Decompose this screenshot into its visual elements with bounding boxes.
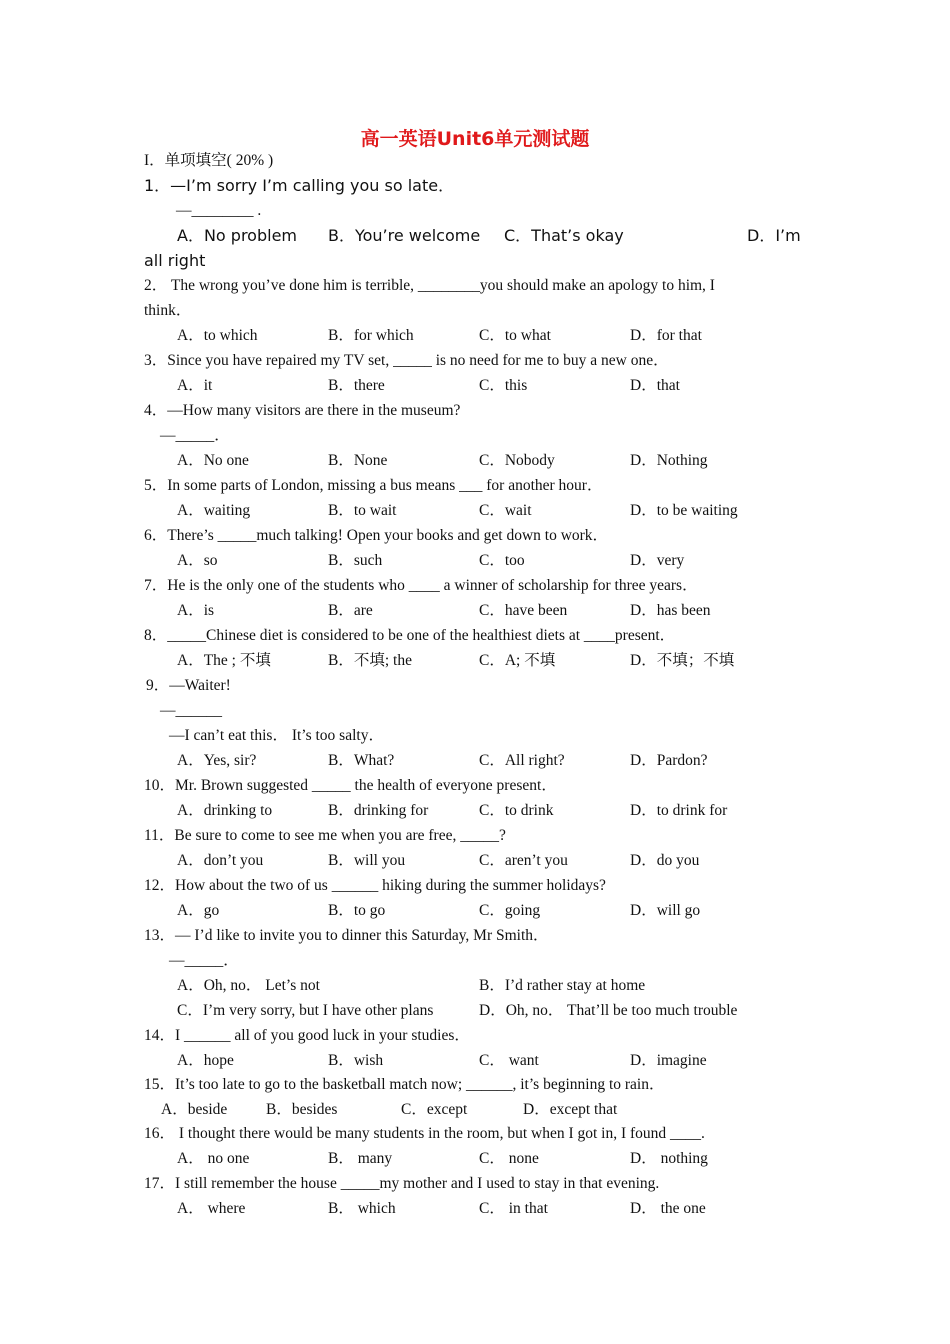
q13-option-a: A．Oh, no． Let’s not bbox=[177, 977, 320, 994]
q1-option-a: A．No problem bbox=[177, 226, 297, 245]
q4-option-c: C．Nobody bbox=[479, 452, 555, 469]
q4-option-a: A．No one bbox=[177, 452, 249, 469]
q10-option-d: D．to drink for bbox=[630, 802, 728, 819]
q8-stem: 8．_____Chinese diet is considered to be one of the healthiest diets at ____present． bbox=[144, 627, 676, 644]
q6-option-c: C．too bbox=[479, 552, 525, 569]
q11-option-d: D．do you bbox=[630, 852, 700, 869]
q3-option-c: C．this bbox=[479, 377, 528, 394]
q11-option-a: A．don’t you bbox=[177, 852, 264, 869]
q4-reply: —_____． bbox=[160, 427, 230, 444]
q6-option-b: B．such bbox=[328, 552, 383, 569]
q8-option-d: D．不填；不填 bbox=[630, 652, 735, 669]
q3-option-a: A．it bbox=[177, 377, 213, 394]
q15-option-d: D．except that bbox=[523, 1101, 618, 1118]
q3-option-d: D．that bbox=[630, 377, 680, 394]
q5-option-b: B．to wait bbox=[328, 502, 397, 519]
q17-option-a: A． where bbox=[177, 1200, 246, 1217]
q5-option-c: C．wait bbox=[479, 502, 532, 519]
q12-option-c: C．going bbox=[479, 902, 541, 919]
q12-option-d: D．will go bbox=[630, 902, 701, 919]
q5-stem: 5．In some parts of London, missing a bus means ___ for another hour． bbox=[144, 477, 603, 494]
q4-option-d: D．Nothing bbox=[630, 452, 708, 469]
q16-option-c: C． none bbox=[479, 1150, 539, 1167]
q9-option-a: A．Yes, sir? bbox=[177, 752, 257, 769]
page-title: 高一英语Unit6单元测试题 bbox=[360, 128, 590, 150]
q15-option-a: A．beside bbox=[161, 1101, 228, 1118]
q7-option-d: D．has been bbox=[630, 602, 711, 619]
q8-option-a: A．The ; 不填 bbox=[177, 652, 271, 669]
q1-option-b: B．You’re welcome bbox=[328, 226, 481, 245]
q1-option-c: C．That’s okay bbox=[504, 226, 624, 245]
q7-option-a: A．is bbox=[177, 602, 215, 619]
q6-option-d: D．very bbox=[630, 552, 685, 569]
q14-option-d: D．imagine bbox=[630, 1052, 707, 1069]
q16-option-d: D． nothing bbox=[630, 1150, 708, 1167]
q15-stem: 15．It’s too late to go to the basketball match now; ______, it’s beginning to rain． bbox=[144, 1076, 665, 1093]
q12-stem: 12．How about the two of us ______ hiking during the summer holidays? bbox=[144, 877, 606, 894]
q2-stem: 2． The wrong you’ve done him is terrible, ________you should make an apology to him, I bbox=[144, 277, 715, 294]
q12-option-b: B．to go bbox=[328, 902, 386, 919]
q4-option-b: B．None bbox=[328, 452, 388, 469]
q2-option-d: D．for that bbox=[630, 327, 702, 344]
q2-option-c: C．to what bbox=[479, 327, 551, 344]
q9-reply: —______ bbox=[160, 702, 222, 719]
q16-option-b: B． many bbox=[328, 1150, 393, 1167]
q13-option-d: D．Oh, no． That’ll be too much trouble bbox=[479, 1002, 738, 1019]
q13-stem: 13．— I’d like to invite you to dinner this Saturday, Mr Smith． bbox=[144, 927, 549, 944]
q9-option-b: B．What? bbox=[328, 752, 395, 769]
q4-stem: 4．—How many visitors are there in the museum? bbox=[144, 402, 461, 419]
q15-option-c: C．except bbox=[401, 1101, 468, 1118]
q2-stem-continued: think． bbox=[144, 302, 192, 319]
q9-stem: 9．—Waiter! bbox=[146, 677, 231, 694]
q10-option-b: B．drinking for bbox=[328, 802, 429, 819]
q17-stem: 17．I still remember the house _____my mother and I used to stay in that evening. bbox=[144, 1175, 660, 1192]
q1-reply: —________ . bbox=[176, 202, 262, 219]
q13-reply: —_____． bbox=[169, 952, 239, 969]
q14-option-c: C． want bbox=[479, 1052, 539, 1069]
q17-option-b: B． which bbox=[328, 1200, 396, 1217]
q13-option-b: B．I’d rather stay at home bbox=[479, 977, 646, 994]
q10-stem: 10．Mr. Brown suggested _____ the health of everyone present． bbox=[144, 777, 557, 794]
q7-option-b: B．are bbox=[328, 602, 373, 619]
q5-option-d: D．to be waiting bbox=[630, 502, 738, 519]
q7-option-c: C．have been bbox=[479, 602, 568, 619]
q11-option-c: C．aren’t you bbox=[479, 852, 568, 869]
q17-option-c: C． in that bbox=[479, 1200, 548, 1217]
q1-option-d-continued: all right bbox=[144, 251, 206, 270]
section-heading: I．单项填空( 20% ) bbox=[144, 152, 274, 169]
q9-option-d: D．Pardon? bbox=[630, 752, 708, 769]
q6-option-a: A．so bbox=[177, 552, 218, 569]
q11-stem: 11．Be sure to come to see me when you are free, _____? bbox=[144, 827, 506, 844]
q2-option-a: A．to which bbox=[177, 327, 258, 344]
q1-stem: 1．—I’m sorry I’m calling you so late． bbox=[144, 176, 455, 195]
q16-option-a: A． no one bbox=[177, 1150, 250, 1167]
q13-option-c: C．I’m very sorry, but I have other plans bbox=[177, 1002, 434, 1019]
q9-option-c: C．All right? bbox=[479, 752, 565, 769]
q12-option-a: A．go bbox=[177, 902, 220, 919]
q6-stem: 6．There’s _____much talking! Open your books and get down to work． bbox=[144, 527, 609, 544]
q14-option-a: A．hope bbox=[177, 1052, 234, 1069]
q3-stem: 3．Since you have repaired my TV set, _____ is no need for me to buy a new one． bbox=[144, 352, 669, 369]
q2-option-b: B．for which bbox=[328, 327, 414, 344]
q8-option-b: B．不填; the bbox=[328, 652, 412, 669]
q9-reply-second: —I can’t eat this． It’s too salty． bbox=[169, 727, 384, 744]
q8-option-c: C．A; 不填 bbox=[479, 652, 556, 669]
q17-option-d: D． the one bbox=[630, 1200, 706, 1217]
q10-option-a: A．drinking to bbox=[177, 802, 273, 819]
q1-option-d: D．I’m bbox=[747, 226, 801, 245]
q11-option-b: B．will you bbox=[328, 852, 406, 869]
q5-option-a: A．waiting bbox=[177, 502, 251, 519]
q14-stem: 14．I ______ all of you good luck in your studies． bbox=[144, 1027, 470, 1044]
q7-stem: 7．He is the only one of the students who ____ a winner of scholarship for three years． bbox=[144, 577, 698, 594]
q10-option-c: C．to drink bbox=[479, 802, 554, 819]
q15-option-b: B．besides bbox=[266, 1101, 338, 1118]
q3-option-b: B．there bbox=[328, 377, 385, 394]
q16-stem: 16． I thought there would be many students in the room, but when I got in, I found ____. bbox=[144, 1125, 705, 1142]
q14-option-b: B．wish bbox=[328, 1052, 384, 1069]
